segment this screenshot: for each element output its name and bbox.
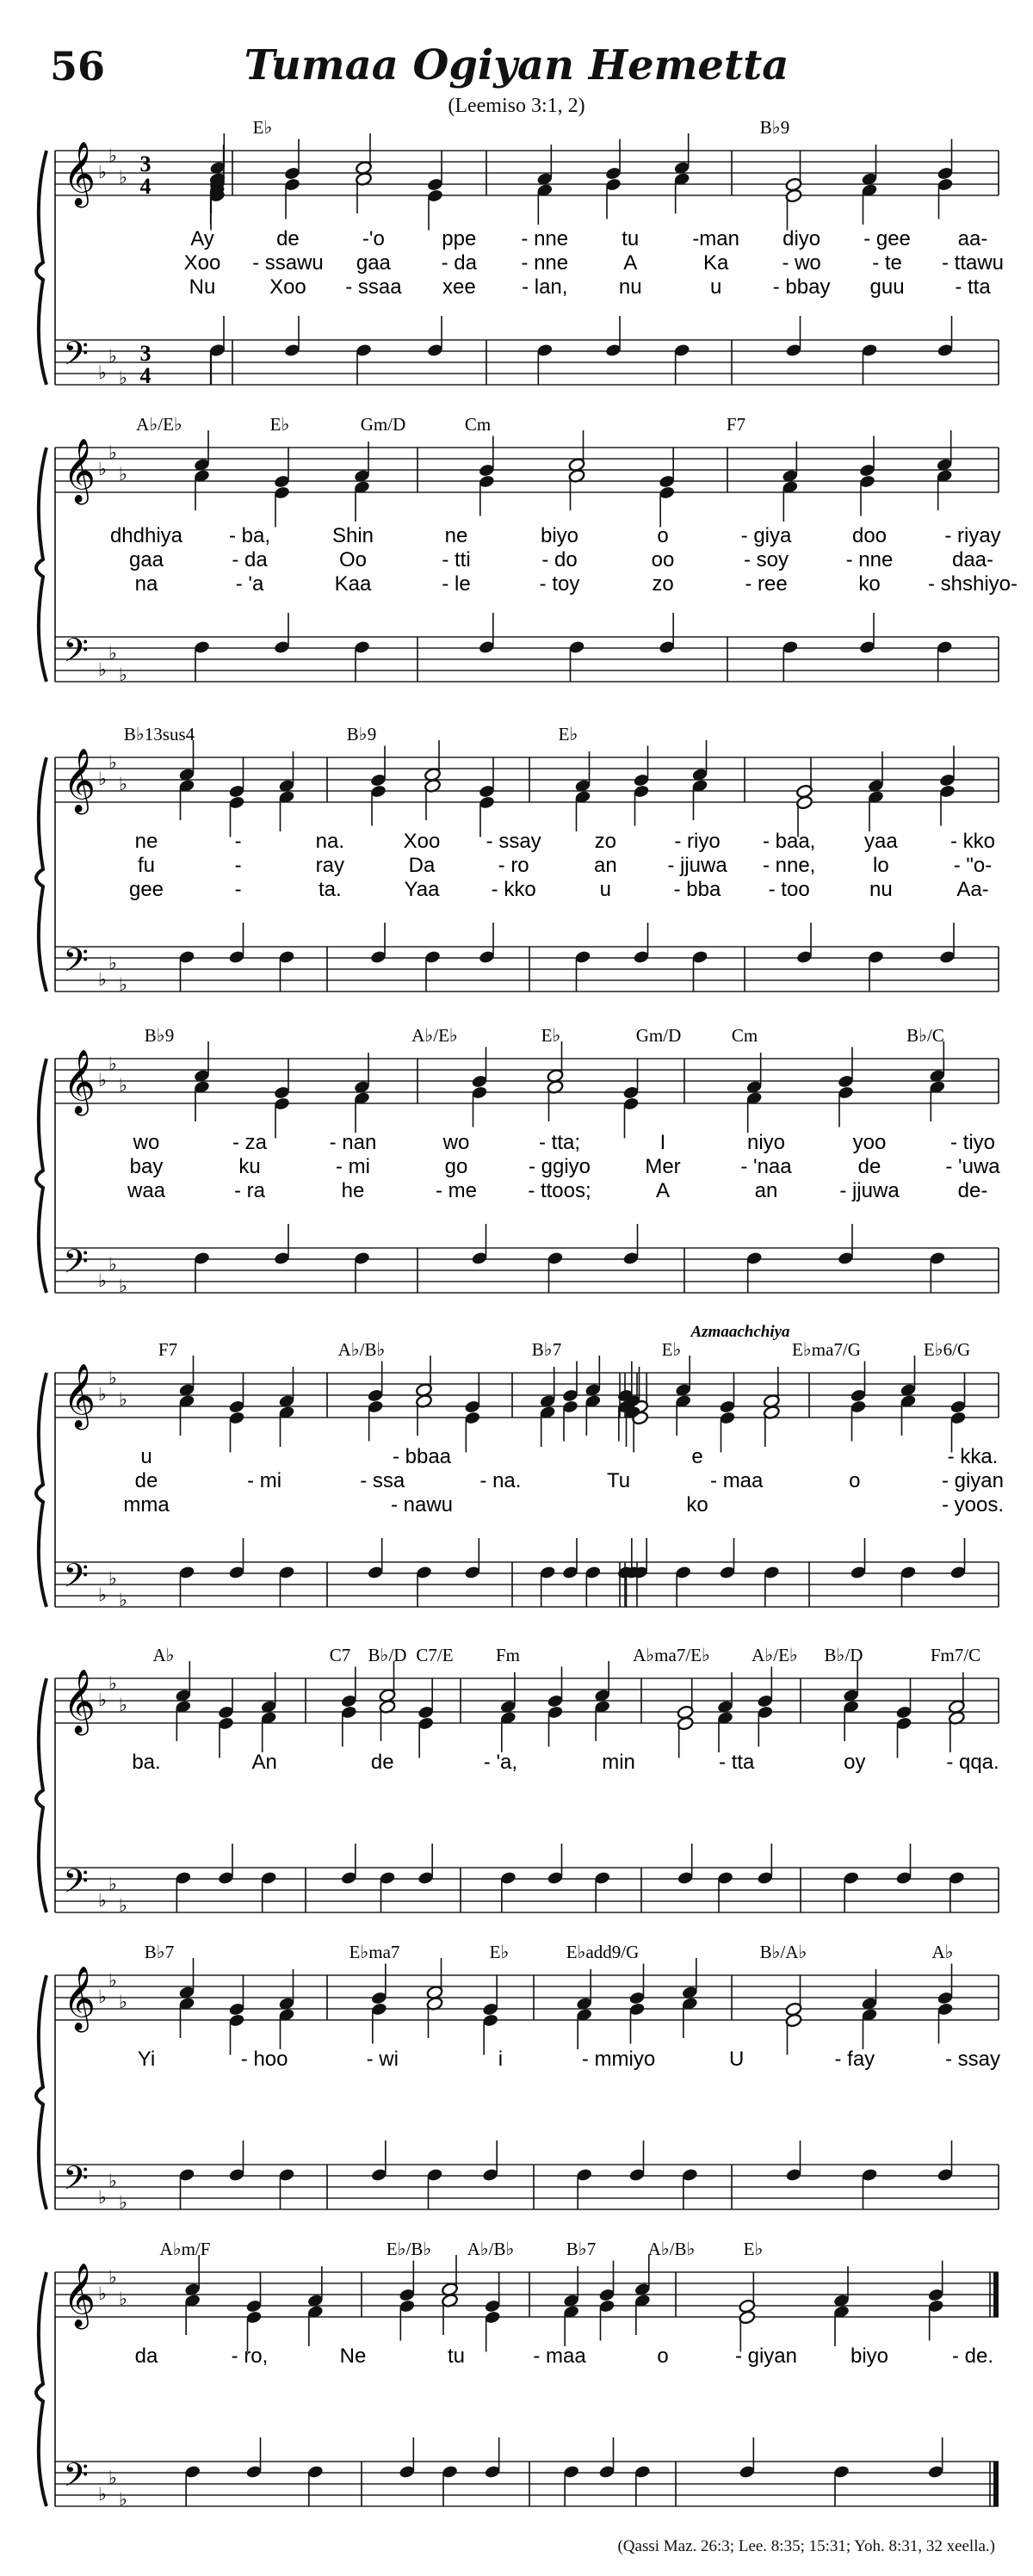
system-4-lyric-v2: Mer (645, 1155, 681, 1178)
system-8-lyric-v1: tu (447, 2344, 466, 2368)
system-2-lyric-v2: - tti (442, 548, 471, 571)
system-3-lyric-v2: fu (137, 854, 156, 877)
system-1-lyric-v2: A (623, 251, 638, 275)
system-3-bass-flat-1: ♭ (108, 953, 117, 973)
system-4-lyric-v2: - ggiyo (528, 1155, 591, 1178)
system-2-bass-flat-1: ♭ (108, 643, 117, 664)
system-8-chord-symbol: E♭/B♭ (386, 2239, 432, 2259)
system-4-lyric-v3: A (655, 1179, 671, 1202)
system-4-lyric-v2: ku (238, 1155, 261, 1178)
system-4-treble-flat-2: ♭ (119, 1075, 127, 1096)
system-4-lyric-v2: bay (129, 1155, 164, 1178)
system-6-chord-symbol: A♭/E♭ (752, 1645, 798, 1665)
system-4-lyric-v3: he (341, 1179, 365, 1202)
system-7-chord-symbol: E♭ (489, 1942, 510, 1962)
system-3-lyric-v3: - too (768, 878, 810, 901)
system-7-bass-clef: 𝄢 (63, 2159, 89, 2205)
system-5-lyric-v3: ko (686, 1493, 708, 1517)
system-5-treble-clef: 𝄞 (63, 1364, 96, 1428)
system-8-bass-flat-2: ♭ (119, 2489, 127, 2510)
system-6-lyric-v1: - 'a, (483, 1751, 518, 1774)
system-3-lyric-v1: - ssay (486, 830, 541, 853)
system-3-lyric-v2: - jjuwa (667, 854, 727, 877)
system-7-lyric-v1: - fay (834, 2048, 875, 2071)
system-5-chord-symbol: A♭/B♭ (337, 1339, 386, 1360)
system-1-lyric-v2: - wo (782, 251, 821, 275)
system-1-lyric-v3: Nu (189, 275, 216, 299)
system-8-brace (36, 2272, 46, 2506)
system-1-lyric-v3: - tta (955, 275, 991, 299)
system-2-chord-symbol: A♭/E♭ (136, 414, 182, 435)
system-7-lyric-v1: U (729, 2048, 745, 2071)
system-7-chord-symbol: E♭add9/G (566, 1942, 640, 1962)
system-7-brace (36, 1975, 46, 2209)
system-5-chord-symbol: E♭ (661, 1339, 682, 1360)
system-6-chord-symbol: Fm7/C (930, 1645, 981, 1665)
system-7-lyric-v1: - mmiyo (581, 2048, 656, 2071)
system-6-bass-clef: 𝄢 (63, 1862, 89, 1908)
system-2-lyric-v1: Shin (331, 524, 374, 547)
system-2-treble-clef: 𝄞 (63, 439, 96, 503)
system-4-brace (36, 1059, 46, 1293)
system-4-lyric-v1: - za (232, 1131, 268, 1154)
system-1-bass-flat-2: ♭ (119, 368, 127, 388)
system-3-lyric-v3: ta. (318, 878, 342, 901)
system-4-lyric-v1: wo (133, 1131, 160, 1154)
system-7-treble-flat-1: ♭ (108, 1970, 117, 1991)
system-1-lyric-v1: aa- (957, 227, 988, 250)
system-2-lyric-v3: - 'a (235, 572, 264, 596)
system-3-lyric-v2: an (593, 854, 617, 877)
system-7-lyric-v1: - wi (366, 2048, 399, 2071)
system-7-lyric-v1: Yi (137, 2048, 156, 2071)
system-2-lyric-v3: Kaa (334, 572, 372, 596)
system-4-treble-flat-1: ♭ (108, 1053, 117, 1074)
system-8-lyric-v1: - ro, (231, 2344, 269, 2368)
system-3-lyric-v3: - kko (491, 878, 536, 901)
system-6-bass-flat-2: ♭ (119, 1895, 127, 1916)
system-3-chord-symbol: E♭ (558, 724, 578, 744)
system-7-treble-flat-2: ♭ (119, 1992, 127, 2012)
system-4-lyric-v3: an (754, 1179, 778, 1202)
system-4-lyric-v1: wo (442, 1131, 470, 1154)
system-7-chord-symbol: B♭7 (144, 1942, 175, 1962)
system-1-lyric-v1: - gee (863, 227, 911, 250)
system-4-lyric-v2: - 'naa (740, 1155, 792, 1178)
system-4-chord-symbol: Gm/D (635, 1025, 682, 1046)
system-5-lyric-v2: - ssa (360, 1469, 405, 1492)
system-2-bass-clef: 𝄢 (63, 631, 89, 677)
system-8-final-thick-bass (993, 2462, 999, 2506)
system-6-lyric-v1: de (370, 1751, 394, 1774)
system-4-lyric-v1: - tiyo (949, 1131, 996, 1154)
system-2-bass-flat-2: ♭ (119, 664, 127, 685)
system-2-treble-flat-0: ♭ (98, 459, 107, 479)
system-1-lyric-v2: - te (872, 251, 902, 275)
system-4-bass-flat-2: ♭ (119, 1276, 127, 1296)
system-2-lyric-v3: - shshiyo- (927, 572, 1018, 596)
system-3-lyric-v3: Yaa (404, 878, 440, 901)
system-7-treble-flat-0: ♭ (98, 1986, 107, 2007)
system-7-chord-symbol: A♭ (931, 1942, 954, 1962)
system-6-treble-flat-0: ♭ (98, 1690, 107, 1710)
system-1-lyric-v3: nu (618, 275, 642, 299)
system-5-lyric-v3: mma (123, 1493, 170, 1517)
system-1-bass-flat-1: ♭ (108, 346, 117, 367)
system-8-treble-flat-0: ♭ (98, 2283, 107, 2304)
system-3-lyric-v2: - (234, 854, 242, 877)
system-4-lyric-v3: - ra (234, 1179, 265, 1202)
system-5-treble-flat-1: ♭ (108, 1368, 117, 1388)
system-2-lyric-v1: o (657, 524, 669, 547)
system-4-chord-symbol: E♭ (541, 1025, 561, 1046)
system-6-lyric-v1: ba. (132, 1751, 161, 1774)
system-4-bass-flat-0: ♭ (98, 1270, 107, 1291)
system-3-lyric-v1: yaa (863, 830, 898, 853)
system-4-lyric-v2: - mi (336, 1155, 370, 1178)
system-2-lyric-v1: - riyay (944, 524, 1001, 547)
system-5-bass-flat-1: ♭ (108, 1568, 117, 1589)
system-4-treble-clef: 𝄞 (63, 1050, 96, 1114)
system-4-chord-symbol: B♭9 (144, 1025, 175, 1046)
system-3-lyric-v3: - (234, 878, 242, 901)
system-5-bass-flat-2: ♭ (119, 1590, 127, 1610)
system-5-chord-symbol: E♭6/G (923, 1339, 971, 1360)
system-8-lyric-v1: Ne (339, 2344, 367, 2368)
system-8-treble-flat-2: ♭ (119, 2289, 127, 2309)
system-2-lyric-v1: - ba, (228, 524, 271, 547)
system-1-lyric-v3: - lan, (522, 275, 568, 299)
system-3-lyric-v2: lo (872, 854, 889, 877)
system-6-treble-clef: 𝄞 (63, 1670, 96, 1733)
system-3-lyric-v3: gee (128, 878, 164, 901)
system-8-bass-flat-0: ♭ (98, 2484, 107, 2505)
system-3-lyric-v3: - bba (673, 878, 721, 901)
system-2-lyric-v2: Oo (338, 548, 368, 571)
system-4-lyric-v3: waa (127, 1179, 166, 1202)
system-3-lyric-v2: - ro (498, 854, 529, 877)
system-5-chord-symbol: B♭7 (531, 1339, 562, 1360)
system-3-lyric-v1: - (234, 830, 242, 853)
system-4-lyric-v1: yoo (852, 1131, 887, 1154)
system-6-lyric-v1: - qqa. (946, 1751, 999, 1774)
system-8-chord-symbol: A♭m/F (159, 2239, 211, 2259)
system-4-chord-symbol: A♭/E♭ (411, 1025, 458, 1046)
system-5-brace (36, 1373, 46, 1607)
system-6-chord-symbol: B♭/D (824, 1645, 863, 1665)
system-5-bass-clef: 𝄢 (63, 1556, 89, 1603)
system-6-lyric-v1: An (251, 1751, 277, 1774)
system-8-chord-symbol: B♭7 (566, 2239, 597, 2259)
system-6-chord-symbol: B♭/D (368, 1645, 407, 1665)
system-4-chord-symbol: Cm (731, 1025, 758, 1046)
system-1-lyric-v3: Xoo (269, 275, 306, 299)
system-3-bass-clef: 𝄢 (63, 941, 89, 987)
system-1-bass-flat-0: ♭ (98, 362, 107, 383)
system-2-lyric-v2: - da (232, 548, 268, 571)
scripture-reference: (Leemiso 3:1, 2) (448, 95, 585, 117)
system-2-chord-symbol: F7 (726, 414, 746, 435)
system-4-lyric-v1: - nan (329, 1131, 377, 1154)
system-5-lyric-v2: - na. (479, 1469, 522, 1492)
system-1-lyric-v3: - ssaa (345, 275, 402, 299)
system-3-lyric-v2: Da (408, 854, 436, 877)
system-2-chord-symbol: E♭ (269, 414, 290, 435)
system-6-bass-flat-0: ♭ (98, 1890, 107, 1911)
system-5-lyric-v2: - giyan (941, 1469, 1005, 1492)
system-5-lyric-v1: e (691, 1445, 703, 1468)
system-3-bass-flat-0: ♭ (98, 969, 107, 990)
system-1-lyric-v1: - nne (521, 227, 569, 250)
system-3-lyric-v3: u (599, 878, 612, 901)
system-3-lyric-v3: Aa- (956, 878, 989, 901)
system-4-lyric-v3: - jjuwa (839, 1179, 900, 1202)
system-4-lyric-v1: I (659, 1131, 666, 1154)
system-7-bass-flat-0: ♭ (98, 2187, 107, 2208)
system-7-bass-flat-2: ♭ (119, 2192, 127, 2213)
system-1-treble-flat-2: ♭ (119, 167, 127, 188)
system-1-treble-flat-1: ♭ (108, 145, 117, 166)
system-3-treble-flat-2: ♭ (119, 774, 127, 794)
system-6-lyric-v1: - tta (719, 1751, 755, 1774)
system-5-lyric-v1: - kka. (947, 1445, 999, 1468)
system-1-lyric-v3: guu (869, 275, 905, 299)
system-8-lyric-v1: - giyan (734, 2344, 798, 2368)
system-7-lyric-v1: - hoo (240, 2048, 288, 2071)
system-2-lyric-v2: oo (651, 548, 675, 571)
system-3-lyric-v1: - kko (949, 830, 996, 853)
system-6-lyric-v1: min (602, 1751, 635, 1774)
system-5-lyric-v1: u (140, 1445, 152, 1468)
system-2-lyric-v3: - toy (539, 572, 580, 596)
system-3-lyric-v1: zo (594, 830, 617, 853)
system-1-lyric-v3: - bbay (772, 275, 831, 299)
hymn-title: Tumaa Ogiyan Hemetta (244, 41, 789, 90)
system-7-lyric-v1: i (498, 2048, 504, 2071)
system-5-bass-flat-0: ♭ (98, 1585, 107, 1605)
system-1-lyric-v1: Ay (190, 227, 214, 250)
system-3-lyric-v2: - "o- (953, 854, 993, 877)
system-6-bass-flat-1: ♭ (108, 1874, 117, 1894)
time-sig-top-bass: 3 (139, 341, 152, 366)
system-1-lyric-v2: - nne (521, 251, 569, 275)
system-1-lyric-v2: gaa (356, 251, 391, 275)
system-1-lyric-v3: xee (442, 275, 476, 299)
system-8-lyric-v1: - maa (533, 2344, 586, 2368)
time-sig-bottom-bass: 4 (139, 363, 152, 388)
system-6-brace (36, 1678, 46, 1912)
time-sig-top-treble: 3 (139, 151, 152, 176)
system-3-lyric-v2: ray (315, 854, 345, 877)
system-1-lyric-v1: tu (622, 227, 640, 250)
system-5-lyric-v2: o (849, 1469, 861, 1492)
system-4-treble-flat-0: ♭ (98, 1070, 107, 1090)
system-3-brace (36, 757, 46, 991)
system-2-lyric-v3: - ree (745, 572, 788, 596)
system-2-lyric-v1: dhdhiya (109, 524, 183, 547)
system-8-treble-clef: 𝄞 (63, 2264, 96, 2327)
system-3-bass-flat-2: ♭ (119, 974, 127, 995)
system-3-lyric-v2: - nne, (762, 854, 816, 877)
system-8-treble-flat-1: ♭ (108, 2267, 117, 2288)
system-2-treble-flat-1: ♭ (108, 442, 117, 463)
system-7-chord-symbol: B♭/A♭ (759, 1942, 807, 1962)
system-2-treble-flat-2: ♭ (119, 464, 127, 485)
system-6-chord-symbol: A♭ (152, 1645, 175, 1665)
system-6-chord-symbol: Fm (495, 1645, 521, 1665)
system-2-lyric-v1: doo (851, 524, 888, 547)
system-5-lyric-v2: Tu (607, 1469, 631, 1492)
system-2-bass-flat-0: ♭ (98, 659, 107, 680)
system-1-chord-symbol: B♭9 (759, 117, 790, 138)
system-3-lyric-v1: Xoo (403, 830, 441, 853)
system-6-chord-symbol: C7/E (416, 1645, 454, 1665)
time-sig-bottom-treble: 4 (139, 174, 152, 199)
system-4-chord-symbol: B♭/C (906, 1025, 944, 1046)
system-4-lyric-v3: - ttoos; (528, 1179, 591, 1202)
system-3-treble-clef: 𝄞 (63, 749, 96, 812)
system-3-treble-flat-1: ♭ (108, 752, 117, 773)
system-8-chord-symbol: E♭ (743, 2239, 764, 2259)
system-5-chord-symbol: F7 (158, 1339, 178, 1360)
system-2-lyric-v1: - giya (740, 524, 792, 547)
system-1-lyric-v3: u (709, 275, 722, 299)
system-1-lyric-v1: -man (692, 227, 740, 250)
system-1-lyric-v2: - ssawu (252, 251, 324, 275)
system-5-treble-flat-2: ♭ (119, 1389, 127, 1410)
system-1-lyric-v2: - da (441, 251, 478, 275)
system-1-chord-symbol: E♭ (252, 117, 273, 138)
system-5-lyric-v2: de (134, 1469, 158, 1492)
system-3-lyric-v3: nu (869, 878, 893, 901)
system-3-treble-flat-0: ♭ (98, 769, 107, 789)
system-2-lyric-v3: ko (858, 572, 881, 596)
system-4-lyric-v3: de- (957, 1179, 988, 1202)
system-2-chord-symbol: Gm/D (360, 414, 406, 435)
system-8-final-thick-treble (993, 2272, 999, 2317)
system-8-bass-clef: 𝄢 (63, 2456, 89, 2502)
system-2-lyric-v2: gaa (128, 548, 164, 571)
system-5-treble-flat-0: ♭ (98, 1384, 107, 1405)
system-3-lyric-v1: - baa, (762, 830, 816, 853)
system-1-lyric-v1: ppe (442, 227, 477, 250)
system-5-lyric-v2: - mi (247, 1469, 282, 1492)
system-5-lyric-v3: - yoos. (941, 1493, 1005, 1517)
system-5-lyric-v2: - maa (710, 1469, 764, 1492)
system-2-brace (36, 448, 46, 682)
system-4-lyric-v2: de (857, 1155, 881, 1178)
system-4-bass-flat-1: ♭ (108, 1254, 117, 1275)
system-8-bass-flat-1: ♭ (108, 2468, 117, 2488)
system-4-bass-clef: 𝄢 (63, 1242, 89, 1288)
system-5-lyric-v3: - nawu (390, 1493, 454, 1517)
system-2-lyric-v2: - do (541, 548, 578, 571)
tempo-marking: Azmaachchiya (690, 1323, 790, 1341)
system-2-lyric-v3: na (134, 572, 158, 596)
system-1-lyric-v2: Ka (702, 251, 729, 275)
system-8-lyric-v1: biyo (850, 2344, 889, 2368)
hymn-number: 56 (50, 43, 106, 90)
system-8-lyric-v1: da (134, 2344, 158, 2368)
system-8-lyric-v1: - de. (951, 2344, 994, 2368)
system-3-chord-symbol: B♭9 (346, 724, 377, 744)
system-1-treble-clef: 𝄞 (63, 142, 96, 206)
system-1-bass-clef: 𝄢 (63, 334, 89, 380)
system-5-lyric-v1: - bbaa (392, 1445, 452, 1468)
system-3-lyric-v1: na. (315, 830, 345, 853)
system-1-lyric-v2: Xoo (183, 251, 221, 275)
system-2-lyric-v2: daa- (951, 548, 994, 571)
system-7-chord-symbol: E♭ma7 (349, 1942, 400, 1962)
system-1-lyric-v1: de (276, 227, 300, 250)
system-1-brace (36, 151, 46, 385)
system-2-chord-symbol: Cm (464, 414, 492, 435)
system-7-treble-clef: 𝄞 (63, 1967, 96, 2030)
system-2-lyric-v1: ne (444, 524, 468, 547)
system-7-bass-flat-1: ♭ (108, 2171, 117, 2191)
system-8-chord-symbol: A♭/B♭ (467, 2239, 515, 2259)
system-7-lyric-v1: - ssay (944, 2048, 1001, 2071)
system-4-lyric-v1: niyo (746, 1131, 786, 1154)
system-3-lyric-v1: - riyo (674, 830, 721, 853)
system-5-chord-symbol: E♭ma7/G (792, 1339, 861, 1360)
system-6-chord-symbol: C7 (329, 1645, 351, 1665)
system-8-chord-symbol: A♭/B♭ (647, 2239, 696, 2259)
system-6-lyric-v1: oy (844, 1751, 866, 1774)
system-3-lyric-v1: ne (134, 830, 158, 853)
footer-references: (Qassi Maz. 26:3; Lee. 8:35; 15:31; Yoh. 8:31, 32 xeella.) (617, 2537, 995, 2555)
system-8-lyric-v1: o (657, 2344, 669, 2368)
system-1-treble-flat-0: ♭ (98, 162, 107, 182)
system-2-lyric-v2: - soy (743, 548, 789, 571)
system-1-lyric-v1: diyo (782, 227, 821, 250)
system-2-lyric-v3: - le (442, 572, 471, 596)
system-6-chord-symbol: A♭ma7/E♭ (633, 1645, 710, 1665)
system-4-lyric-v3: - me (436, 1179, 477, 1202)
system-2-lyric-v1: biyo (540, 524, 579, 547)
system-6-treble-flat-2: ♭ (119, 1695, 127, 1715)
system-3-chord-symbol: B♭13sus4 (123, 724, 195, 744)
system-1-lyric-v2: - ttawu (941, 251, 1005, 275)
system-4-lyric-v2: - 'uwa (945, 1155, 1000, 1178)
system-4-lyric-v2: go (444, 1155, 468, 1178)
system-2-lyric-v3: zo (652, 572, 674, 596)
system-6-treble-flat-1: ♭ (108, 1673, 117, 1694)
system-4-lyric-v1: - tta; (538, 1131, 581, 1154)
system-1-lyric-v1: -'o (362, 227, 385, 250)
system-2-lyric-v2: - nne (845, 548, 894, 571)
